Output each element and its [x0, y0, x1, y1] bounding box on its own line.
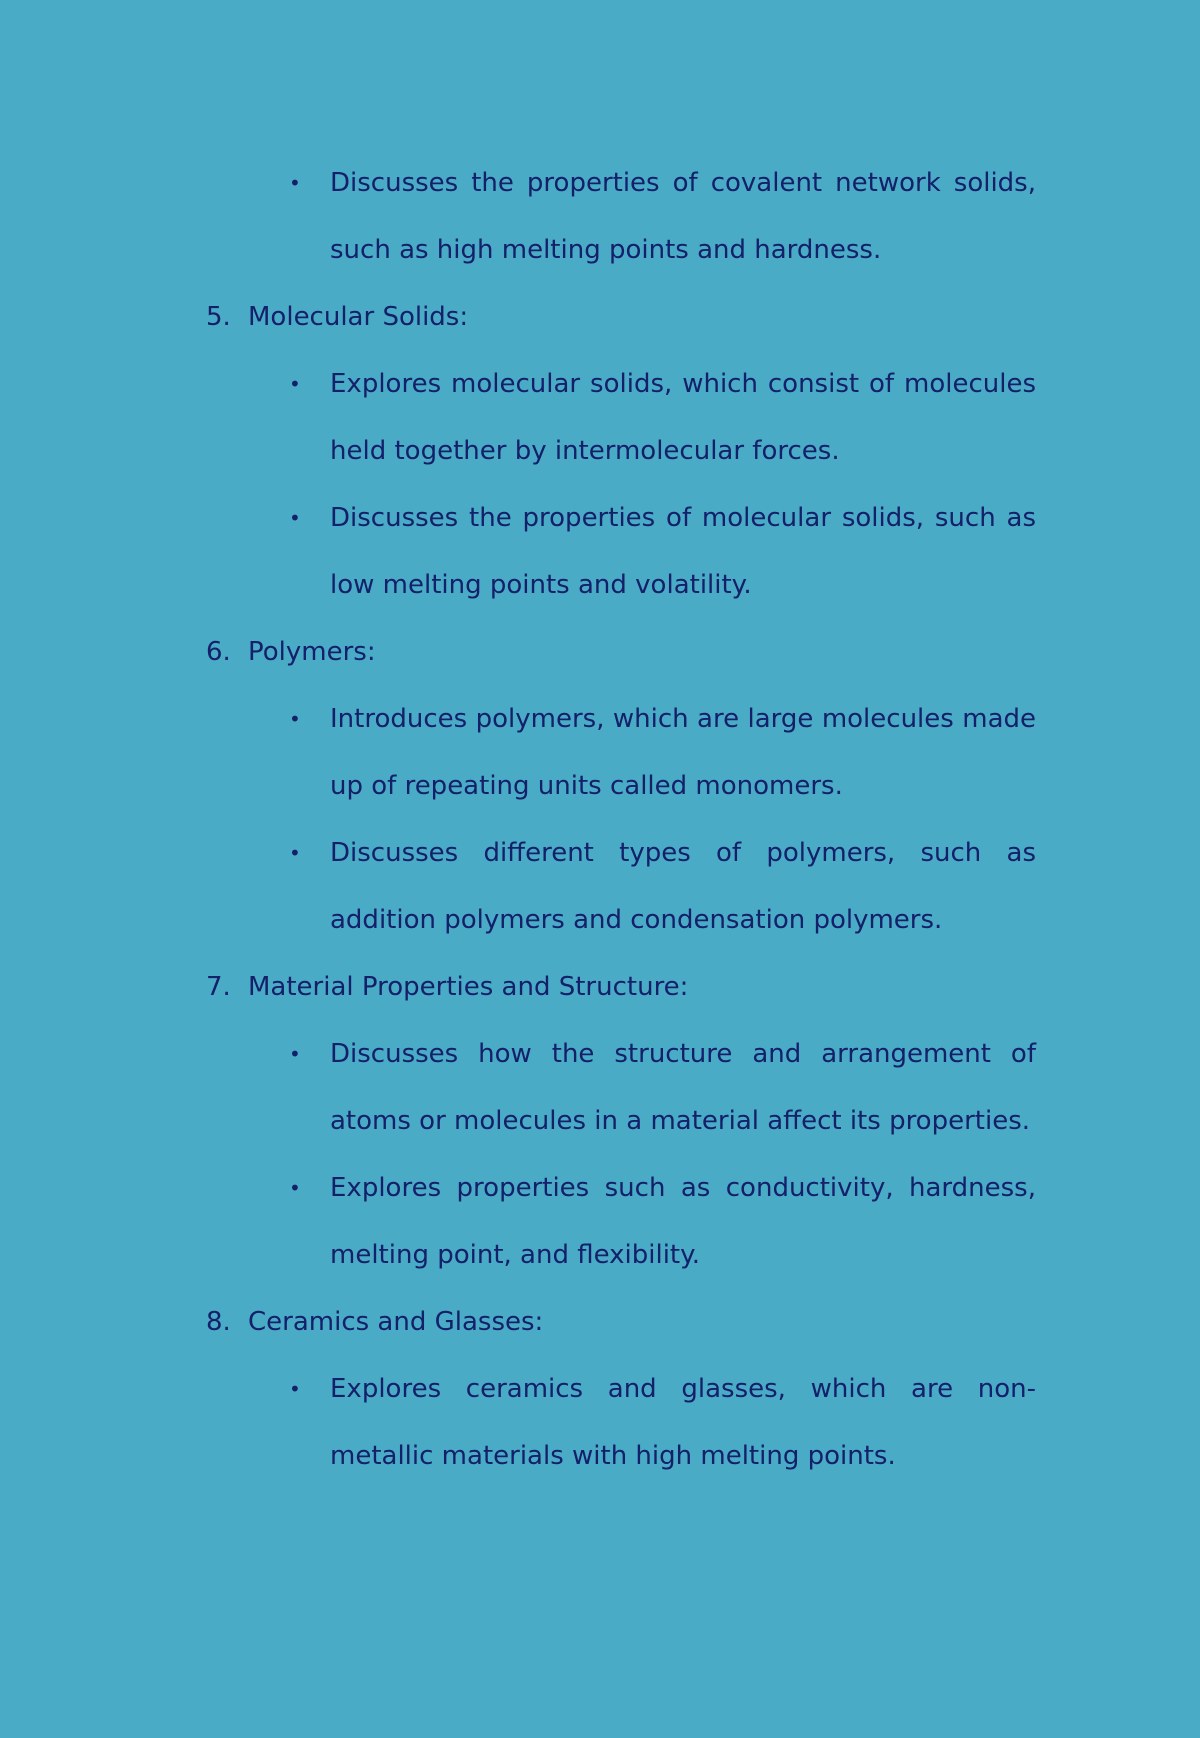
bullet-text: Introduces polymers, which are large molecules made up of repeating units called monomers.: [330, 704, 1036, 801]
bullet-text: Discusses how the structure and arrangement of atoms or molecules in a material affect its properties.: [330, 1039, 1036, 1136]
section-number: 5.: [206, 302, 231, 332]
bullet-dot-icon: •: [289, 506, 301, 530]
section-title: Molecular Solids:: [248, 302, 469, 332]
bullet-dot-icon: •: [289, 1042, 301, 1066]
section-title: Ceramics and Glasses:: [248, 1307, 544, 1337]
list-item: [206, 1356, 1036, 1490]
list-item: [206, 351, 1036, 485]
bullet-text: Discusses the properties of covalent network solids, such as high melting points and hardness.: [330, 168, 1036, 265]
section-number: 6.: [206, 637, 231, 667]
bullet-dot-icon: •: [289, 707, 301, 731]
bullet-dot-icon: •: [289, 372, 301, 396]
list-item: [206, 1021, 1036, 1155]
bullet-dot-icon: •: [289, 841, 301, 865]
bullet-text: Explores ceramics and glasses, which are non-metallic materials with high melting points.: [330, 1374, 1036, 1471]
section-heading: [206, 1289, 1036, 1356]
bullet-text: Explores molecular solids, which consist of molecules held together by intermolecular forces.: [330, 369, 1036, 466]
bullet-text: Discusses different types of polymers, such as addition polymers and condensation polymers.: [330, 838, 1036, 935]
bullet-dot-icon: •: [289, 171, 301, 195]
section-heading: [206, 619, 1036, 686]
section-title: Polymers:: [248, 637, 376, 667]
section-heading: [206, 284, 1036, 351]
list-item: [206, 485, 1036, 619]
section-title: Material Properties and Structure:: [248, 972, 689, 1002]
list-item: [206, 820, 1036, 954]
section-heading: [206, 954, 1036, 1021]
list-item: [206, 686, 1036, 820]
bullet-text: Discusses the properties of molecular solids, such as low melting points and volatility.: [330, 503, 1036, 600]
list-item: [206, 150, 1036, 284]
bullet-text: Explores properties such as conductivity, hardness, melting point, and flexibility.: [330, 1173, 1036, 1270]
bullet-dot-icon: •: [289, 1176, 301, 1200]
bullet-dot-icon: •: [289, 1377, 301, 1401]
list-item: [206, 1155, 1036, 1289]
section-number: 7.: [206, 972, 231, 1002]
document-content: [206, 150, 1036, 1490]
section-number: 8.: [206, 1307, 231, 1337]
